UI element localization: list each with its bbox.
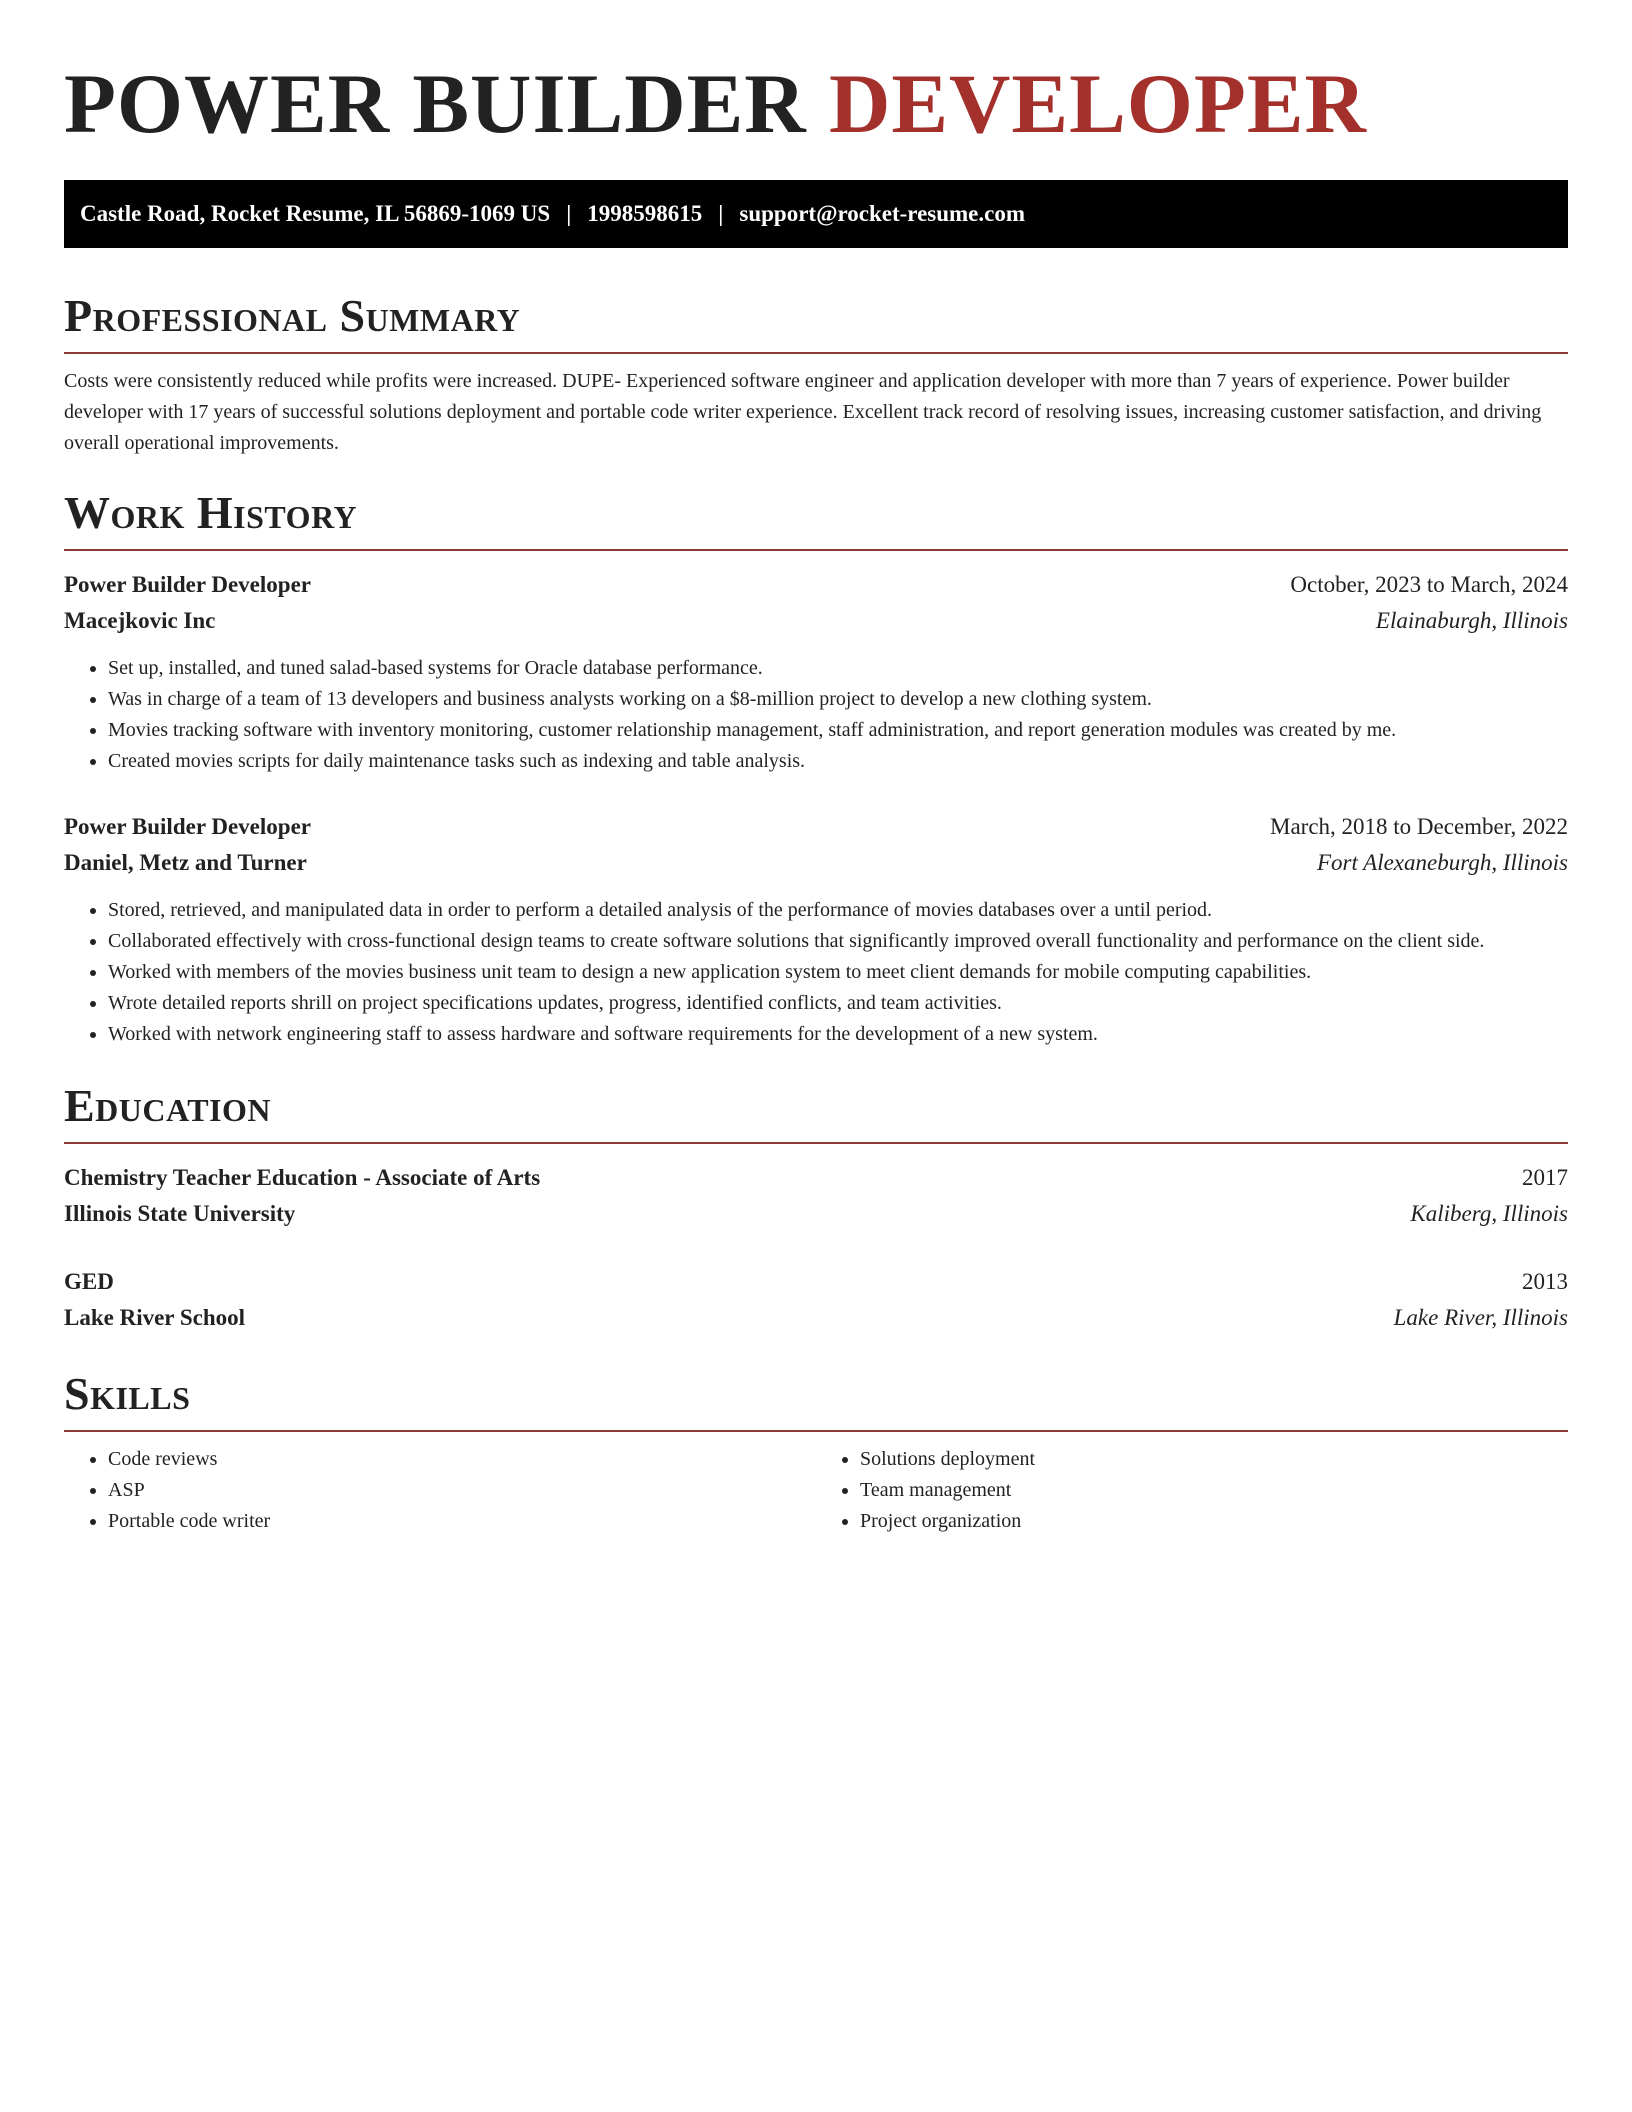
section-divider [64,549,1568,551]
contact-phone: 1998598615 [587,201,703,226]
skill-item: • Solutions deployment [860,1444,1568,1475]
job-company-row [64,845,1568,881]
job-dates: October, 2023 to March, 2024 [1290,572,1568,597]
skill-item: • Team management [860,1475,1568,1506]
job-header-row [64,567,1568,603]
contact-email: support@rocket-resume.com [739,201,1026,226]
job-entry [64,809,1568,1050]
list-item: • Collaborated effectively with cross-functional design teams to create software solutions that significantly improved overall functionality and performance on the client side. [108,926,1568,957]
job-role: Power Builder Developer [64,814,311,839]
title-part-1: POWER BUILDER [64,57,807,151]
job-company: Macejkovic Inc [64,608,216,633]
section-divider [64,1142,1568,1144]
skill-item: • Code reviews [108,1444,816,1475]
education-school: Illinois State University [64,1201,296,1226]
contact-address: Castle Road, Rocket Resume, IL 56869-1069 US [80,201,551,226]
contact-bar [64,180,1568,248]
list-item: • Created movies scripts for daily maintenance tasks such as indexing and table analysis. [108,746,1568,777]
education-header-row [64,1160,1568,1196]
job-bullets [64,653,1568,777]
education-school-row [64,1300,1568,1336]
education-header-row [64,1264,1568,1300]
section-title-skills: Skills [64,1368,191,1419]
education-location: Kaliberg, Illinois [1410,1201,1568,1226]
job-bullets [64,895,1568,1050]
job-location: Elainaburgh, Illinois [1375,608,1568,633]
education-entry [64,1264,1568,1336]
skill-item: • ASP [108,1475,816,1506]
skills-column-left [64,1444,816,1537]
list-item: • Movies tracking software with inventory monitoring, customer relationship management, staff administration, and report generation modules was created by me. [108,715,1568,746]
summary-text: Costs were consistently reduced while profits were increased. DUPE- Experienced software engineer and application developer with more than 7 years of experience. Power builder developer with 17 years of successful solutions deployment and portable code writer experience. Excellent track record of resolving issues, increasing customer satisfaction, and driving overall operational improvements. [64,370,1542,454]
education-year: 2013 [1522,1269,1568,1294]
section-title-education: Education [64,1080,272,1131]
title-part-2: DEVELOPER [828,57,1367,151]
job-header-row [64,809,1568,845]
contact-separator: | [718,201,724,226]
skill-item: • Portable code writer [108,1506,816,1537]
skill-item: • Project organization [860,1506,1568,1537]
job-location: Fort Alexaneburgh, Illinois [1316,850,1568,875]
list-item: • Was in charge of a team of 13 developers and business analysts working on a $8-million project to develop a new clothing system. [108,684,1568,715]
skills-column-right [816,1444,1568,1537]
job-company: Daniel, Metz and Turner [64,850,307,875]
education-degree: Chemistry Teacher Education - Associate of Arts [64,1165,541,1190]
education-school: Lake River School [64,1305,246,1330]
contact-separator: | [566,201,572,226]
job-dates: March, 2018 to December, 2022 [1270,814,1568,839]
job-role: Power Builder Developer [64,572,311,597]
education-entry [64,1160,1568,1232]
section-divider [64,352,1568,354]
education-degree: GED [64,1269,114,1294]
education-school-row [64,1196,1568,1232]
section-title-work-history: Work History [64,487,358,538]
job-company-row [64,603,1568,639]
education-year: 2017 [1522,1165,1568,1190]
resume-title [64,58,1568,150]
section-title-summary: Professional Summary [64,290,521,341]
list-item: • Set up, installed, and tuned salad-based systems for Oracle database performance. [108,653,1568,684]
skills-grid [64,1444,1568,1537]
list-item: • Worked with network engineering staff to assess hardware and software requirements for the development of a new system. [108,1019,1568,1050]
education-location: Lake River, Illinois [1393,1305,1568,1330]
section-divider [64,1430,1568,1432]
job-entry [64,567,1568,777]
list-item: • Worked with members of the movies business unit team to design a new application system to meet client demands for mobile computing capabilities. [108,957,1568,988]
list-item: • Wrote detailed reports shrill on project specifications updates, progress, identified conflicts, and team activities. [108,988,1568,1019]
list-item: • Stored, retrieved, and manipulated data in order to perform a detailed analysis of the performance of movies databases over a until period. [108,895,1568,926]
